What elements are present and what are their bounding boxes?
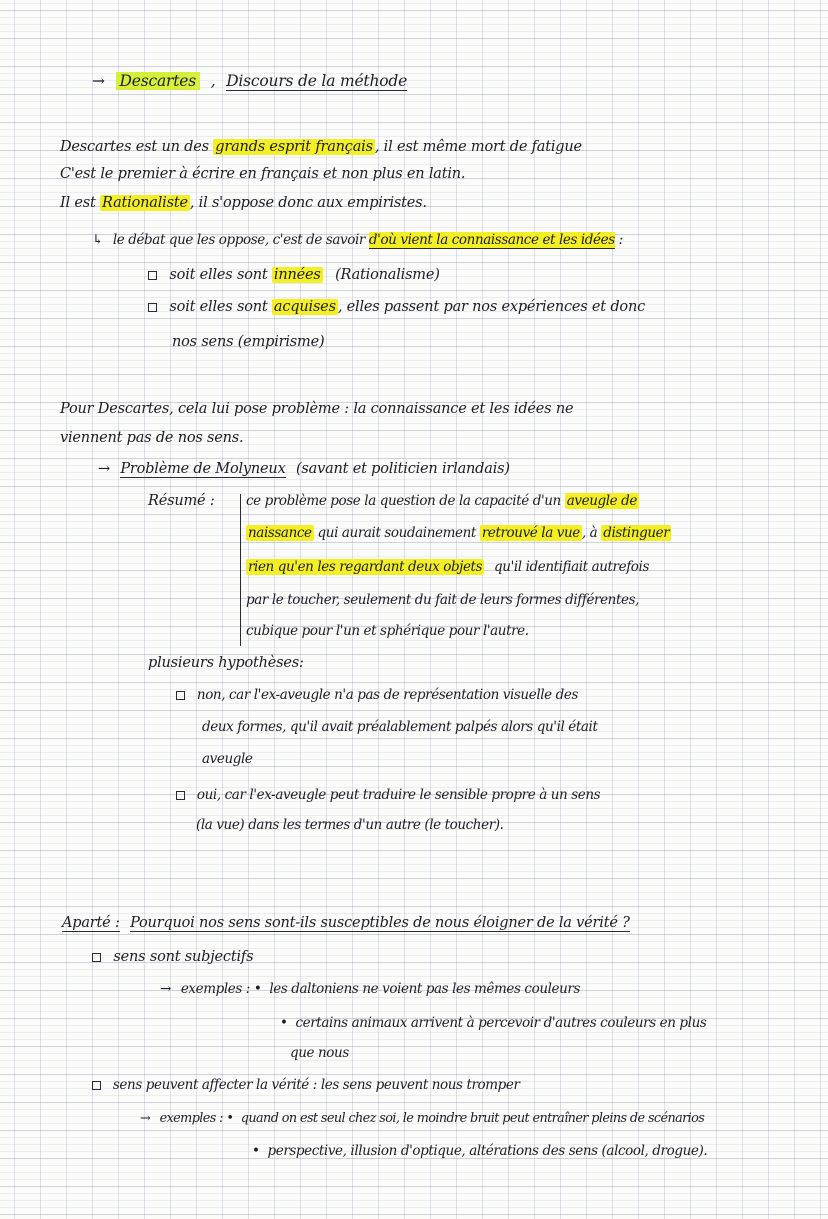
intro-line-3	[60, 192, 427, 214]
highlight-text: distinguer	[603, 525, 670, 541]
intro-text: soit elles sont	[169, 299, 268, 315]
highlight-text: acquises	[273, 299, 336, 315]
header-author: Descartes	[116, 72, 200, 90]
intro-line-6	[148, 296, 645, 318]
hook-arrow-icon: ↳	[92, 232, 103, 248]
aparte-point-2-example-2	[252, 1140, 707, 1162]
highlight-text: grands esprit français	[215, 139, 373, 155]
example-text: quand on est seul chez soi, le moindre bruit peut entraîner pleins de scénarios	[240, 1111, 705, 1126]
arrow-right-icon: →	[92, 72, 105, 90]
aparte-text: sens sont subjectifs	[113, 949, 254, 965]
arrow-right-icon: →	[160, 981, 171, 997]
square-bullet-icon	[176, 791, 185, 800]
resume-text: , à	[581, 525, 598, 541]
square-bullet-icon	[148, 271, 157, 280]
aparte-line	[62, 912, 630, 934]
example-text: perspective, illusion d'optique, altérations des sens (alcool, drogue).	[267, 1143, 708, 1159]
highlight-text: innées	[273, 267, 321, 283]
intro-text: soit elles sont	[169, 267, 268, 283]
bullet-dot-icon: •	[253, 981, 262, 997]
underlined-highlight: d'où vient la connaissance et les idées	[368, 232, 615, 248]
intro-text: le débat que les oppose, c'est de savoir	[112, 232, 365, 248]
molyneux-line-1: Pour Descartes, cela lui pose problème : la connaissance et les idées ne	[60, 401, 574, 417]
aparte-point-1-example-2b: que nous	[290, 1045, 349, 1061]
problem-title: Problème de Molyneux	[120, 461, 286, 477]
examples-label: exemples :	[159, 1111, 223, 1126]
intro-line-5	[148, 264, 440, 286]
intro-line-1	[60, 136, 582, 158]
aparte-point-1-example-2	[280, 1012, 706, 1034]
resume-line-5: cubique pour l'un et sphérique pour l'autre.	[246, 623, 529, 639]
highlight-text: aveugle de	[566, 493, 637, 509]
hypothesis-2-line-2: (la vue) dans les termes d'un autre (le toucher).	[196, 817, 504, 833]
resume-bracket	[240, 494, 241, 646]
highlight-text: naissance	[248, 525, 312, 541]
molyneux-line-3	[98, 458, 510, 480]
square-bullet-icon	[176, 691, 185, 700]
intro-text: , il s'oppose donc aux empiristes.	[189, 195, 427, 211]
resume-text: ce problème pose la question de la capacité d'un	[246, 493, 561, 509]
intro-text: (Rationalisme)	[335, 267, 440, 283]
intro-text: , elles passent par nos expériences et donc	[337, 299, 646, 315]
square-bullet-icon	[92, 953, 101, 962]
hypothesis-1-line-3: aveugle	[202, 751, 253, 767]
resume-line-2	[246, 522, 671, 544]
intro-line-2: C'est le premier à écrire en français et non plus en latin.	[60, 166, 466, 182]
highlight-text: Rationaliste	[102, 195, 188, 211]
examples-label: exemples :	[180, 981, 250, 997]
bullet-dot-icon: •	[226, 1111, 234, 1126]
intro-line-4	[92, 229, 623, 251]
highlight-text: retrouvé la vue	[481, 525, 580, 541]
resume-text: qui aurait soudainement	[317, 525, 476, 541]
example-text: certains animaux arrivent à percevoir d'autres couleurs en plus	[295, 1015, 707, 1031]
header-work-title: Discours de la méthode	[226, 72, 408, 90]
problem-subtitle: (savant et politicien irlandais)	[295, 461, 510, 477]
resume-label: Résumé :	[148, 493, 215, 509]
intro-line-7: nos sens (empirisme)	[172, 334, 325, 350]
arrow-right-icon: →	[98, 461, 110, 477]
example-text: les daltoniens ne voient pas les mêmes couleurs	[269, 981, 580, 997]
page-header	[92, 70, 407, 92]
bullet-dot-icon: •	[280, 1015, 288, 1031]
resume-line-3	[246, 556, 649, 578]
hypothesis-text: non, car l'ex-aveugle n'a pas de représentation visuelle des	[196, 687, 578, 703]
bullet-dot-icon: •	[252, 1143, 260, 1159]
resume-line-4: par le toucher, seulement du fait de leurs formes différentes,	[246, 592, 640, 608]
aparte-point-2	[92, 1074, 520, 1096]
intro-text: Il est	[60, 195, 96, 211]
square-bullet-icon	[148, 303, 157, 312]
aparte-point-1-examples	[160, 978, 580, 1000]
hypotheses-label: plusieurs hypothèses:	[148, 655, 304, 671]
intro-text: :	[618, 232, 623, 248]
aparte-text: sens peuvent affecter la vérité : les sens peuvent nous tromper	[112, 1077, 520, 1093]
hypothesis-1-line-2: deux formes, qu'il avait préalablement palpés alors qu'il était	[202, 719, 598, 735]
aparte-point-1	[92, 946, 253, 968]
resume-text: qu'il identifiait autrefois	[494, 559, 649, 575]
square-bullet-icon	[92, 1081, 101, 1090]
resume-line-1	[246, 490, 639, 512]
intro-text: , il est même mort de fatigue	[374, 139, 582, 155]
aparte-point-2-examples	[140, 1108, 704, 1130]
arrow-right-icon: →	[140, 1111, 151, 1126]
header-separator: ,	[210, 72, 216, 90]
intro-text: Descartes est un des	[60, 139, 209, 155]
aparte-question: Pourquoi nos sens sont-ils susceptibles de nous éloigner de la vérité ?	[130, 915, 630, 931]
molyneux-line-2: viennent pas de nos sens.	[60, 430, 244, 446]
highlight-text: rien qu'en les regardant deux objets	[248, 559, 483, 575]
hypothesis-2-line-1	[176, 784, 600, 806]
hypothesis-text: oui, car l'ex-aveugle peut traduire le sensible propre à un sens	[196, 787, 601, 803]
aparte-label: Aparté :	[62, 915, 120, 931]
hypothesis-1-line-1	[176, 684, 578, 706]
